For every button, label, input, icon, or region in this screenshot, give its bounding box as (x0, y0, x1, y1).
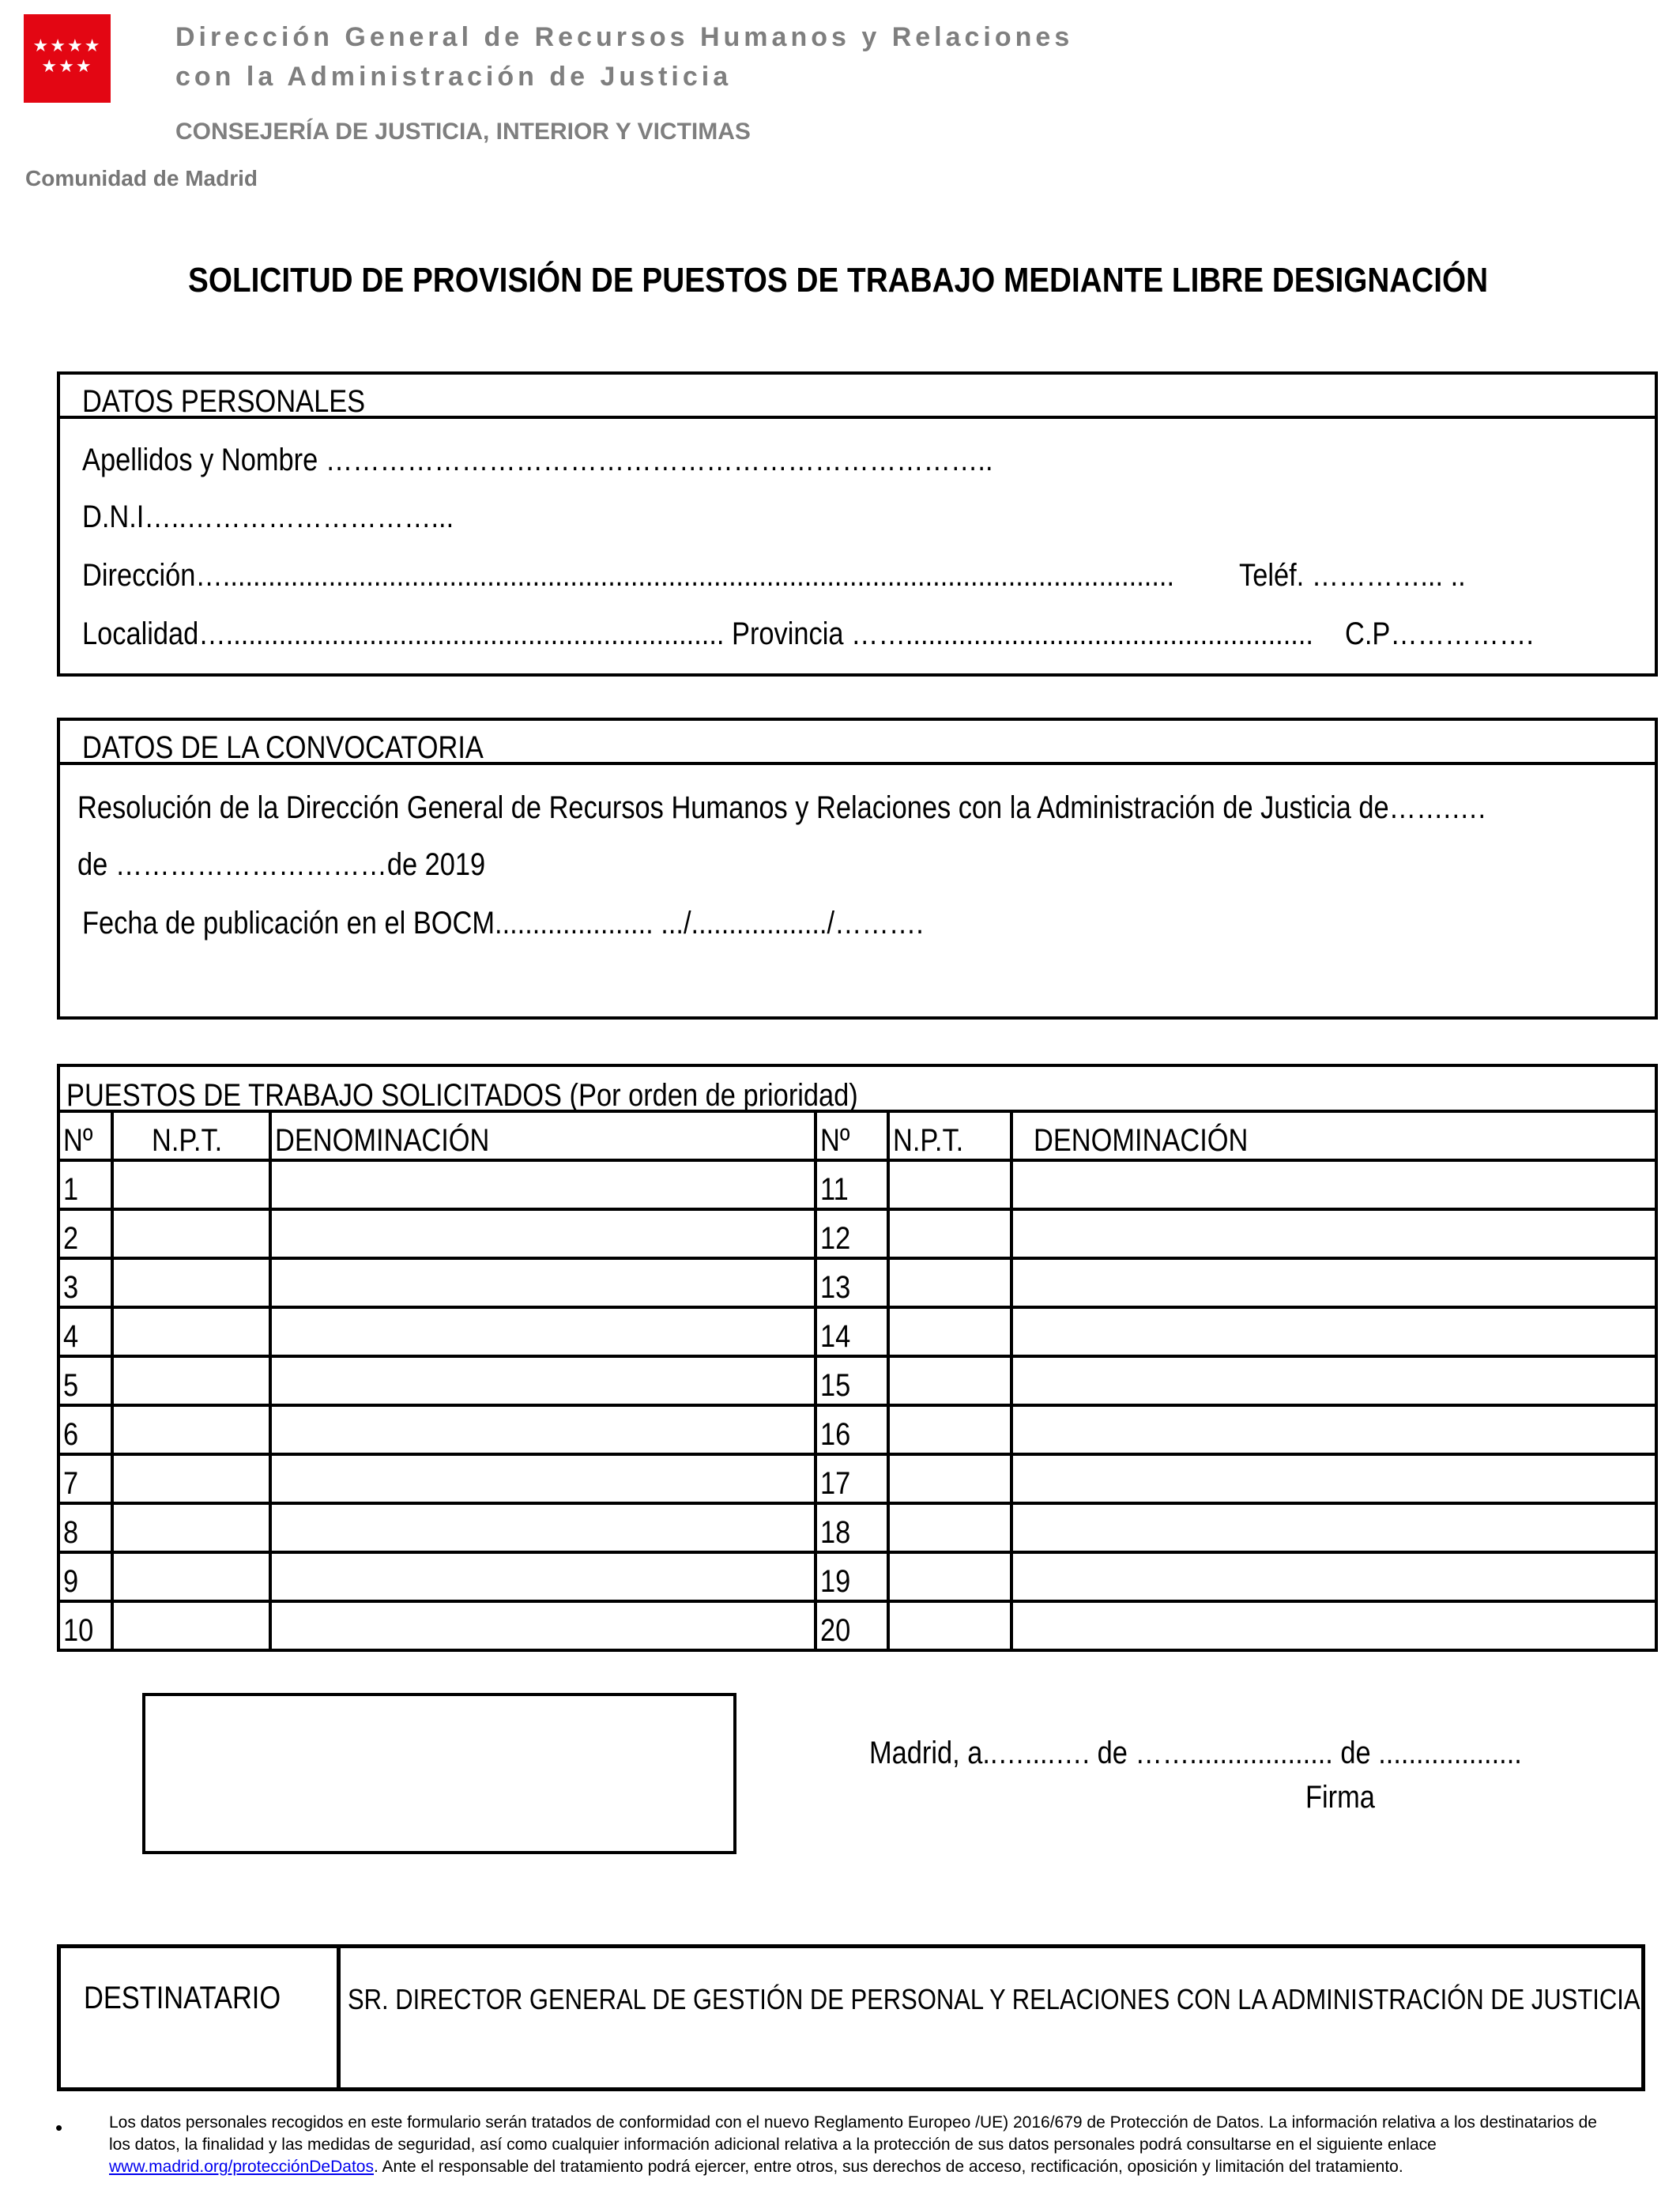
row-number-right-number: 17 (820, 1466, 851, 1501)
destinatario-value: SR. DIRECTOR GENERAL DE GESTIÓN DE PERSONAL Y RELACIONES CON LA ADMINISTRACIÓN DE JUSTICIA (348, 1983, 1640, 2015)
puestos-heading: PUESTOS DE TRABAJO SOLICITADOS (Por orden de prioridad) (66, 1078, 858, 1113)
row-number-left (58, 1160, 112, 1209)
department-line-2: con la Administración de Justicia (175, 62, 733, 92)
row-number-right (816, 1258, 888, 1307)
firma-label: Firma (1305, 1780, 1375, 1815)
row-number-right-number: 14 (820, 1319, 851, 1354)
denominacion-cell-left[interactable] (270, 1356, 816, 1405)
denominacion-cell-left[interactable] (270, 1503, 816, 1552)
comunidad-label: Comunidad de Madrid (25, 166, 258, 190)
npt-cell-right[interactable] (888, 1209, 1011, 1258)
npt-cell-right[interactable] (888, 1356, 1011, 1405)
puesto-row (58, 1454, 1656, 1503)
denominacion-cell-right[interactable] (1011, 1454, 1656, 1503)
denominacion-cell-left[interactable] (270, 1258, 816, 1307)
row-number-left (58, 1405, 112, 1454)
row-number-right-number: 13 (820, 1270, 851, 1305)
row-number-left-number: 3 (63, 1270, 79, 1305)
fecha-firma-field[interactable]: Madrid, a..…....…. de ……................... de ................... (869, 1736, 1522, 1770)
col-npt-right: N.P.T. (893, 1123, 964, 1158)
npt-cell-right[interactable] (888, 1503, 1011, 1552)
npt-cell-right[interactable] (888, 1258, 1011, 1307)
convocatoria-heading: DATOS DE LA CONVOCATORIA (82, 730, 484, 765)
denominacion-cell-left[interactable] (270, 1307, 816, 1356)
resolucion-field[interactable]: Resolución de la Dirección General de Recursos Humanos y Relaciones con la Administración de Justicia de…….…. (77, 790, 1486, 825)
row-number-left (58, 1601, 112, 1650)
row-number-right (816, 1356, 888, 1405)
row-number-left (58, 1209, 112, 1258)
npt-cell-right[interactable] (888, 1601, 1011, 1650)
logo-stars: ★★★★ ★★★ (32, 36, 102, 77)
row-number-right (816, 1405, 888, 1454)
npt-cell-right[interactable] (888, 1160, 1011, 1209)
row-number-right (816, 1552, 888, 1601)
row-number-left (58, 1356, 112, 1405)
row-number-right (816, 1307, 888, 1356)
row-number-right-number: 19 (820, 1564, 851, 1599)
row-number-right (816, 1209, 888, 1258)
destinatario-label: DESTINATARIO (84, 1981, 281, 2015)
puesto-row (58, 1356, 1656, 1405)
sello-box (142, 1693, 736, 1854)
department-name (175, 17, 1073, 96)
denominacion-cell-left[interactable] (270, 1405, 816, 1454)
direccion-field[interactable]: Dirección….............................................................................................................................. (82, 558, 1175, 593)
row-number-left-number: 4 (63, 1319, 79, 1354)
footer-bullet: • (55, 2116, 63, 2139)
row-number-left-number: 6 (63, 1417, 79, 1452)
col-denominacion-left: DENOMINACIÓN (275, 1123, 490, 1158)
npt-cell-left[interactable] (112, 1601, 270, 1650)
denominacion-cell-right[interactable] (1011, 1356, 1656, 1405)
telefono-field[interactable]: Teléf. …………... .. (1239, 558, 1466, 593)
npt-cell-left[interactable] (112, 1258, 270, 1307)
npt-cell-right[interactable] (888, 1552, 1011, 1601)
row-number-right (816, 1160, 888, 1209)
row-number-left-number: 1 (63, 1172, 79, 1207)
row-number-left-number: 8 (63, 1515, 79, 1550)
denominacion-cell-right[interactable] (1011, 1503, 1656, 1552)
npt-cell-left[interactable] (112, 1209, 270, 1258)
row-number-left (58, 1552, 112, 1601)
npt-cell-left[interactable] (112, 1307, 270, 1356)
puesto-row (58, 1503, 1656, 1552)
row-number-right (816, 1601, 888, 1650)
col-no-right: Nº (820, 1123, 850, 1158)
denominacion-cell-left[interactable] (270, 1454, 816, 1503)
comunidad-madrid-logo (24, 14, 111, 103)
denominacion-cell-left[interactable] (270, 1601, 816, 1650)
denominacion-cell-right[interactable] (1011, 1307, 1656, 1356)
puesto-row (58, 1160, 1656, 1209)
consejeria-label: CONSEJERÍA DE JUSTICIA, INTERIOR Y VICTIMAS (175, 119, 751, 145)
col-no-left: Nº (63, 1123, 93, 1158)
puesto-row (58, 1405, 1656, 1454)
denominacion-cell-right[interactable] (1011, 1209, 1656, 1258)
destinatario-divider (337, 1944, 341, 2091)
npt-cell-right[interactable] (888, 1454, 1011, 1503)
denominacion-cell-left[interactable] (270, 1209, 816, 1258)
row-number-right-number: 15 (820, 1368, 851, 1403)
npt-cell-left[interactable] (112, 1503, 270, 1552)
npt-cell-left[interactable] (112, 1356, 270, 1405)
row-number-left-number: 9 (63, 1564, 79, 1599)
denominacion-cell-left[interactable] (270, 1160, 816, 1209)
proteccion-datos-link[interactable]: www.madrid.org/protecciónDeDatos (109, 2158, 374, 2176)
row-number-right-number: 16 (820, 1417, 851, 1452)
row-number-right-number: 18 (820, 1515, 851, 1550)
denominacion-cell-right[interactable] (1011, 1552, 1656, 1601)
puesto-row (58, 1307, 1656, 1356)
row-number-left (58, 1307, 112, 1356)
footer-notice (109, 2112, 1610, 2178)
puesto-row (58, 1601, 1656, 1650)
denominacion-cell-left[interactable] (270, 1552, 816, 1601)
apellidos-nombre-field[interactable]: Apellidos y Nombre ……………………………………………………………….. (82, 443, 993, 477)
localidad-provincia-field[interactable]: Localidad….................................................................. Provincia ……...................................................... (82, 616, 1313, 651)
denominacion-cell-right[interactable] (1011, 1405, 1656, 1454)
puesto-row (58, 1209, 1656, 1258)
row-number-right (816, 1454, 888, 1503)
npt-cell-left[interactable] (112, 1405, 270, 1454)
puesto-row (58, 1258, 1656, 1307)
npt-cell-left[interactable] (112, 1552, 270, 1601)
row-number-right-number: 20 (820, 1613, 851, 1648)
col-npt-left: N.P.T. (152, 1123, 223, 1158)
npt-cell-right[interactable] (888, 1405, 1011, 1454)
codigo-postal-field[interactable]: C.P……………. (1345, 616, 1534, 651)
form-title: SOLICITUD DE PROVISIÓN DE PUESTOS DE TRABAJO MEDIANTE LIBRE DESIGNACIÓN (188, 261, 1489, 300)
row-number-left (58, 1258, 112, 1307)
denominacion-cell-right[interactable] (1011, 1601, 1656, 1650)
fecha-publicacion-field[interactable]: Fecha de publicación en el BOCM..................... .../................../………. (82, 906, 924, 941)
footer-text-1: Los datos personales recogidos en este formulario serán tratados de conformidad con el nuevo Reglamento Europeo /UE) 2016/679 de Protección de Datos. La información relativa a los destinatarios de los datos, la finalidad y las medidas de seguridad, así como cualquier información adicional relativa a la protección de sus datos personales podrá consultarse en el siguiente enlace (109, 2113, 1597, 2154)
puesto-row (58, 1552, 1656, 1601)
resolucion-date-field[interactable]: de …………………………de 2019 (77, 847, 486, 882)
puestos-header-row (58, 1111, 1656, 1160)
col-denominacion-right: DENOMINACIÓN (1034, 1123, 1249, 1158)
footer-text-2: . Ante el responsable del tratamiento podrá ejercer, entre otros, sus derechos de acceso, rectificación, oposición y limitación del tratamiento. (373, 2158, 1403, 2176)
denominacion-cell-right[interactable] (1011, 1258, 1656, 1307)
dni-field[interactable]: D.N.I…..………………………... (82, 499, 454, 534)
puestos-table (57, 1110, 1658, 1652)
row-number-right-number: 11 (820, 1172, 849, 1207)
row-number-right-number: 12 (820, 1221, 851, 1256)
row-number-right (816, 1503, 888, 1552)
row-number-left (58, 1503, 112, 1552)
row-number-left-number: 7 (63, 1466, 79, 1501)
npt-cell-right[interactable] (888, 1307, 1011, 1356)
datos-personales-heading: DATOS PERSONALES (82, 384, 366, 419)
row-number-left-number: 5 (63, 1368, 79, 1403)
department-line-1: Dirección General de Recursos Humanos y Relaciones (175, 22, 1074, 52)
npt-cell-left[interactable] (112, 1454, 270, 1503)
row-number-left-number: 2 (63, 1221, 79, 1256)
denominacion-cell-right[interactable] (1011, 1160, 1656, 1209)
destinatario-box (57, 1944, 1645, 2091)
row-number-left (58, 1454, 112, 1503)
row-number-left-number: 10 (63, 1613, 94, 1648)
npt-cell-left[interactable] (112, 1160, 270, 1209)
